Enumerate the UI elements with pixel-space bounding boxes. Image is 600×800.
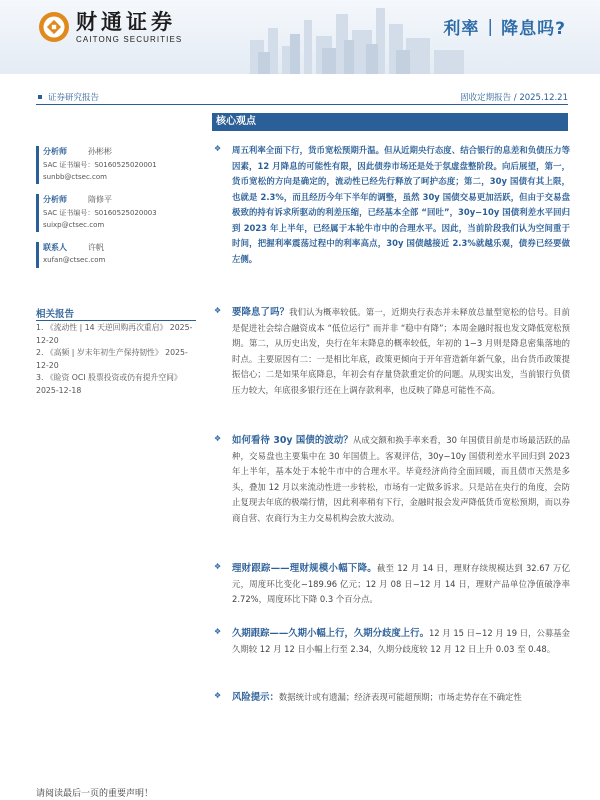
- core-summary: [214, 143, 570, 267]
- subheader-rule: [36, 104, 568, 105]
- section-text: 我们认为概率较低。第一，近期央行表态并未释放总量型宽松的信号。目前是促进社会综合融资成本 “低位运行” 而并非 “稳中有降”；本周金融时报也发文降低宽松预期。第二，从历史出发，央行在年末降息的概率较低，年初的 1−3 月则是降息密集落地的时点。主要原因有二：一是相比年底，政策更倾向于开年营造新年新气象，出台货币政策提振信心；二是如果年底降息，年初会有存量贷款重定价的问题。从现实出发，当前银行负债压力较大，年底很多银行还在上调存款利率，也反映了降息可能性不高。: [232, 307, 570, 395]
- title-category: 利率: [443, 19, 480, 39]
- report-header: [0, 0, 600, 78]
- section-lead: 如何看待 30y 国债的波动？: [232, 435, 353, 446]
- section-text: 截至 12 月 14 日，理财存续规模达到 32.67 万亿元，周度环比变化−189.96 亿元；12 月 08 日−12 月 14 日，理财产品单位净值破净率 2.72%，周度环比下降 0.3 个百分点。: [232, 563, 570, 604]
- analyst-role: 分析师: [43, 195, 67, 204]
- related-reports-rule: [36, 320, 196, 321]
- analyst-accent-bar: [36, 194, 39, 232]
- analyst-card: [36, 194, 196, 229]
- caitong-logo-icon: [38, 11, 70, 43]
- report-date-label: 固收定期报告 / 2025.12.21: [460, 93, 568, 103]
- analyst-accent-bar: [36, 146, 39, 184]
- title-main: 降息吗?: [501, 19, 566, 39]
- related-report-item[interactable]: 2. 《高频 | 岁末年初生产保持韧性》 2025-12-20: [36, 348, 188, 370]
- section-text: 数据统计或有遗漏；经济表现可能超预期；市场走势存在不确定性: [278, 692, 522, 702]
- disclaimer-notice: 请阅读最后一页的重要声明！: [36, 789, 154, 799]
- analyst-certificate: SAC 证书编号：S0160525020003: [43, 209, 157, 217]
- core-summary-text: 周五利率全面下行，货币宽松预期升温。但从近期央行态度、结合银行的息差和负债压力等因素，12 月降息的可能性有限，因此债券市场还是处于氛虚盘整阶段。向后展望，第一，货币宽松的方向是确定的，流动性已经先行释放了呵护态度；第二，30y 国债有其上限，也就是 2.3%，而且经历今年下半年的调整，虽然 30y 国债交易更加活跃，但由于交易盘极致的持有诉求所驱动的利差压缩，已经基本全部 “回吐”，30y−10y 国债利差水平回归到 2023 年上半年，已经属于本轮牛市中的合理水平。因此，当前阶段我们认为空间重于时间，把握利率震荡过程中的利率高点，30y 国债越接近 2.3%就越乐观，债券已经要做左侧。: [232, 145, 570, 264]
- section-lead: 风险提示：: [232, 692, 279, 703]
- analyst-name: 孙彬彬: [88, 147, 112, 156]
- contact-email: xufan@ctsec.com: [43, 256, 106, 264]
- report-title: [443, 14, 566, 39]
- diamond-bullet-icon: ❖: [214, 691, 222, 700]
- analyst-name: 隋修平: [88, 195, 112, 204]
- analyst-email: suixp@ctsec.com: [43, 221, 105, 229]
- analyst-certificate: SAC 证书编号：S0160525020001: [43, 161, 157, 169]
- contact-name: 许帆: [88, 243, 104, 252]
- section-lead: 久期跟踪——久期小幅上行，久期分歧度上行。: [232, 628, 429, 639]
- contact-role: 联系人: [43, 243, 67, 252]
- section-text: 从成交额和换手率来看，30 年国债目前是市场最活跃的品种，交易盘也主要集中在 30 年国债上。客观评估，30y−10y 国债利差水平回归到 2023 年上半年，基本处于本轮牛市中的合理水平。毕竟经济尚待全面回暖，而且债市天然是多头，叠加 12 月以来流动性进一步转松，市场有一定做多诉求。只是站在央行的角度，会防止复现去年底的极端行情，因此利率稍有下行，金融时报会发声降低货币宽松预期，而以券商自营、农商行为主力交易机构会放大波动。: [232, 435, 570, 523]
- diamond-bullet-icon: ❖: [214, 144, 222, 153]
- section-lead: 要降息了吗？: [232, 307, 290, 318]
- analyst-email: sunbb@ctsec.com: [43, 173, 107, 181]
- report-type-text: 证券研究报告: [48, 93, 100, 103]
- section-30y-volatility: [214, 433, 570, 526]
- logo-chinese-name: 财通证券: [76, 10, 176, 34]
- diamond-bullet-icon: ❖: [214, 627, 222, 636]
- section-wealth-tracking: [214, 561, 570, 608]
- diamond-bullet-icon: ❖: [214, 306, 222, 315]
- related-report-item[interactable]: 1. 《流动性 | 14 天逆回购再次重启》 2025-12-20: [36, 323, 193, 345]
- diamond-bullet-icon: ❖: [214, 562, 222, 571]
- logo-english-name: CAITONG SECURITIES: [76, 35, 183, 44]
- analyst-role: 分析师: [43, 147, 67, 156]
- section-risk-warning: [214, 690, 570, 706]
- section-lead: 理财跟踪——理财规模小幅下降。: [232, 563, 377, 574]
- header-divider: [0, 74, 600, 78]
- contact-card: [36, 242, 196, 264]
- related-reports-list: [36, 322, 200, 397]
- section-text: 12 月 15 日−12 月 19 日，公募基金久期较 12 月 12 日小幅上行至 2.34，久期分歧度较 12 月 12 日上升 0.03 至 0.48。: [232, 628, 570, 654]
- report-type-label: [38, 91, 99, 103]
- section-duration-tracking: [214, 626, 570, 657]
- core-views-heading: 核心观点: [212, 113, 568, 131]
- title-separator: |: [487, 16, 494, 37]
- analyst-card: [36, 146, 196, 181]
- contact-accent-bar: [36, 242, 39, 268]
- square-bullet-icon: [38, 95, 42, 99]
- related-reports-title: 相关报告: [36, 309, 75, 320]
- related-report-item[interactable]: 3. 《睑资 OCI 股票投资或仍有提升空间》 2025-12-18: [36, 373, 182, 395]
- company-logo: [38, 10, 182, 44]
- diamond-bullet-icon: ❖: [214, 434, 222, 443]
- section-rate-cut: [214, 305, 570, 398]
